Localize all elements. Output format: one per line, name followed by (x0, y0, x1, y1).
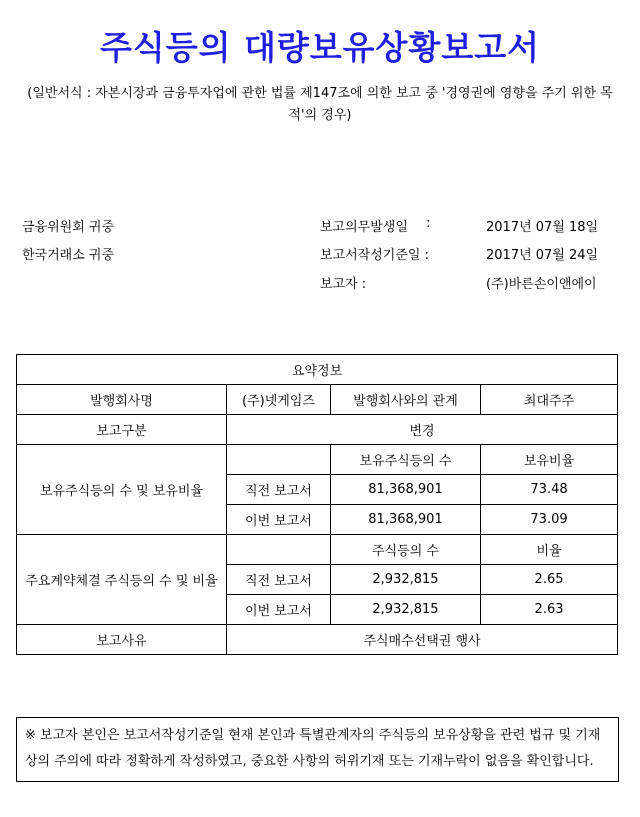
table-row (17, 415, 618, 445)
holdings-prev-label: 직전 보고서 (227, 475, 331, 505)
issuer-name: (주)넷게임즈 (227, 385, 331, 415)
obligation-date-colon: : (426, 216, 431, 231)
reason-label: 보고사유 (17, 625, 227, 655)
table-row (17, 535, 618, 565)
document-title: 주식등의 대량보유상황보고서 (100, 28, 540, 67)
contracts-count-header: 주식등의 수 (331, 535, 481, 565)
obligation-date-value: 2017년 07월 18일 (486, 220, 599, 235)
contracts-prev-label: 직전 보고서 (227, 565, 331, 595)
contracts-blank-cell (227, 535, 331, 565)
document-subtitle: (일반서식 : 자본시장과 금융투자업에 관한 법률 제147조에 의한 보고 중 '경영권에 영향을 주기 위한 목적'의 경우) (27, 86, 613, 123)
recipient-fsc: 금융위원회 귀중 (22, 220, 115, 235)
relation-label: 발행회사와의 관계 (331, 385, 481, 415)
reporter-label: 보고자 : (320, 277, 367, 292)
holdings-curr-ratio: 73.09 (481, 505, 618, 535)
contracts-ratio-header: 비율 (481, 535, 618, 565)
table-row (17, 385, 618, 415)
table-row (17, 355, 618, 385)
summary-table (16, 354, 618, 655)
holdings-label: 보유주식등의 수 및 보유비율 (17, 445, 227, 535)
holdings-curr-count: 81,368,901 (331, 505, 481, 535)
prepared-date-label: 보고서작성기준일 : (320, 248, 429, 263)
contracts-prev-ratio: 2.65 (481, 565, 618, 595)
obligation-date-label: 보고의무발생일 (320, 220, 408, 235)
contracts-curr-ratio: 2.63 (481, 595, 618, 625)
confirmation-notice: ※ 보고자 본인은 보고서작성기준일 현재 본인과 특별관계자의 주식등의 보유상황을 관련 법규 및 기재상의 주의에 따라 정확하게 작성하였고, 중요한 사항의 허위기재 또는 기재누락이 없음을 확인합니다. (16, 717, 619, 782)
holdings-prev-ratio: 73.48 (481, 475, 618, 505)
holdings-blank-cell (227, 445, 331, 475)
recipient-krx: 한국거래소 귀중 (22, 248, 115, 263)
relation-value: 최대주주 (481, 385, 618, 415)
reporter-value: (주)바른손이앤에이 (486, 277, 597, 292)
holdings-count-header: 보유주식등의 수 (331, 445, 481, 475)
contracts-curr-count: 2,932,815 (331, 595, 481, 625)
holdings-prev-count: 81,368,901 (331, 475, 481, 505)
prepared-date-value: 2017년 07월 24일 (486, 248, 599, 263)
contracts-curr-label: 이번 보고서 (227, 595, 331, 625)
contracts-label: 주요계약체결 주식등의 수 및 비율 (17, 535, 227, 625)
summary-heading: 요약정보 (17, 355, 618, 385)
holdings-ratio-header: 보유비율 (481, 445, 618, 475)
contracts-prev-count: 2,932,815 (331, 565, 481, 595)
reason-value: 주식매수선택권 행사 (227, 625, 618, 655)
holdings-curr-label: 이번 보고서 (227, 505, 331, 535)
issuer-label: 발행회사명 (17, 385, 227, 415)
report-type-value: 변경 (227, 415, 618, 445)
report-type-label: 보고구분 (17, 415, 227, 445)
table-row (17, 445, 618, 475)
table-row (17, 625, 618, 655)
